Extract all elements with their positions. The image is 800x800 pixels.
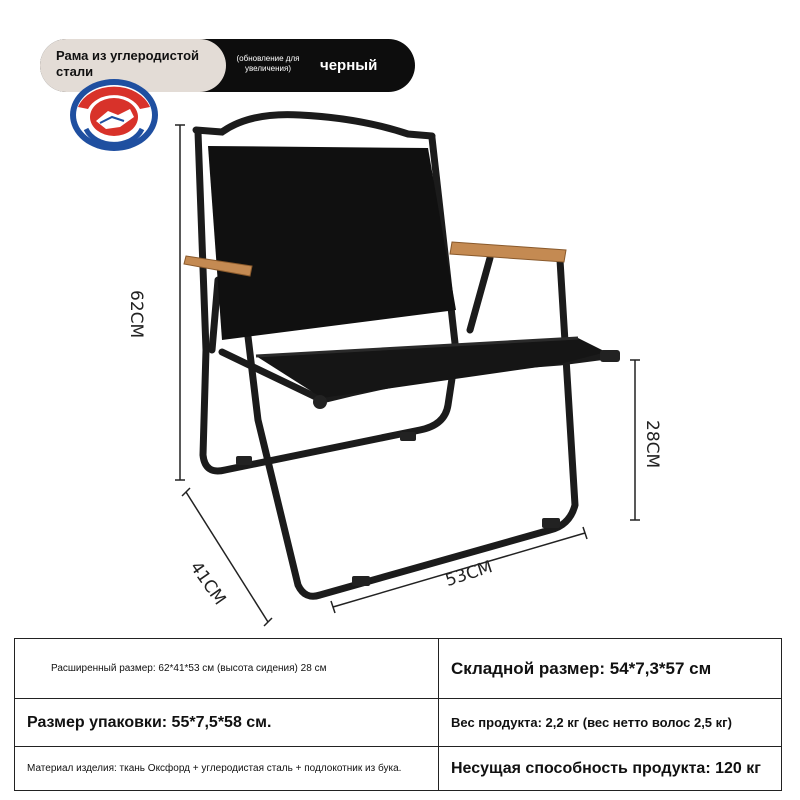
height-dimension-label: 62CM <box>126 290 146 339</box>
width-dimension-label: 53CM <box>443 557 495 592</box>
package-size-cell: Размер упаковки: 55*7,5*58 см. <box>15 699 439 747</box>
folding-chair-image <box>150 100 670 640</box>
specs-table <box>14 638 782 791</box>
frame-label: Рама из углеродистой стали <box>56 48 200 79</box>
capacity-cell: Несущая способность продукта: 120 кг <box>439 747 782 791</box>
zoom-hint: (обновление для увеличения) <box>236 54 300 73</box>
material-cell: Материал изделия: ткань Оксфорд + углеродистая сталь + подлокотник из бука. <box>15 747 439 791</box>
folded-size-cell: Складной размер: 54*7,3*57 см <box>439 639 782 699</box>
color-label: черный <box>320 57 378 74</box>
expanded-size-cell: Расширенный размер: 62*41*53 см (высота сидения) 28 см <box>15 639 439 699</box>
weight-cell: Вес продукта: 2,2 кг (вес нетто волос 2,5 кг) <box>439 699 782 747</box>
seat-height-dimension-label: 28CM <box>642 420 662 469</box>
handshake-badge-icon <box>68 77 160 153</box>
depth-dimension-label: 41CM <box>185 558 230 609</box>
